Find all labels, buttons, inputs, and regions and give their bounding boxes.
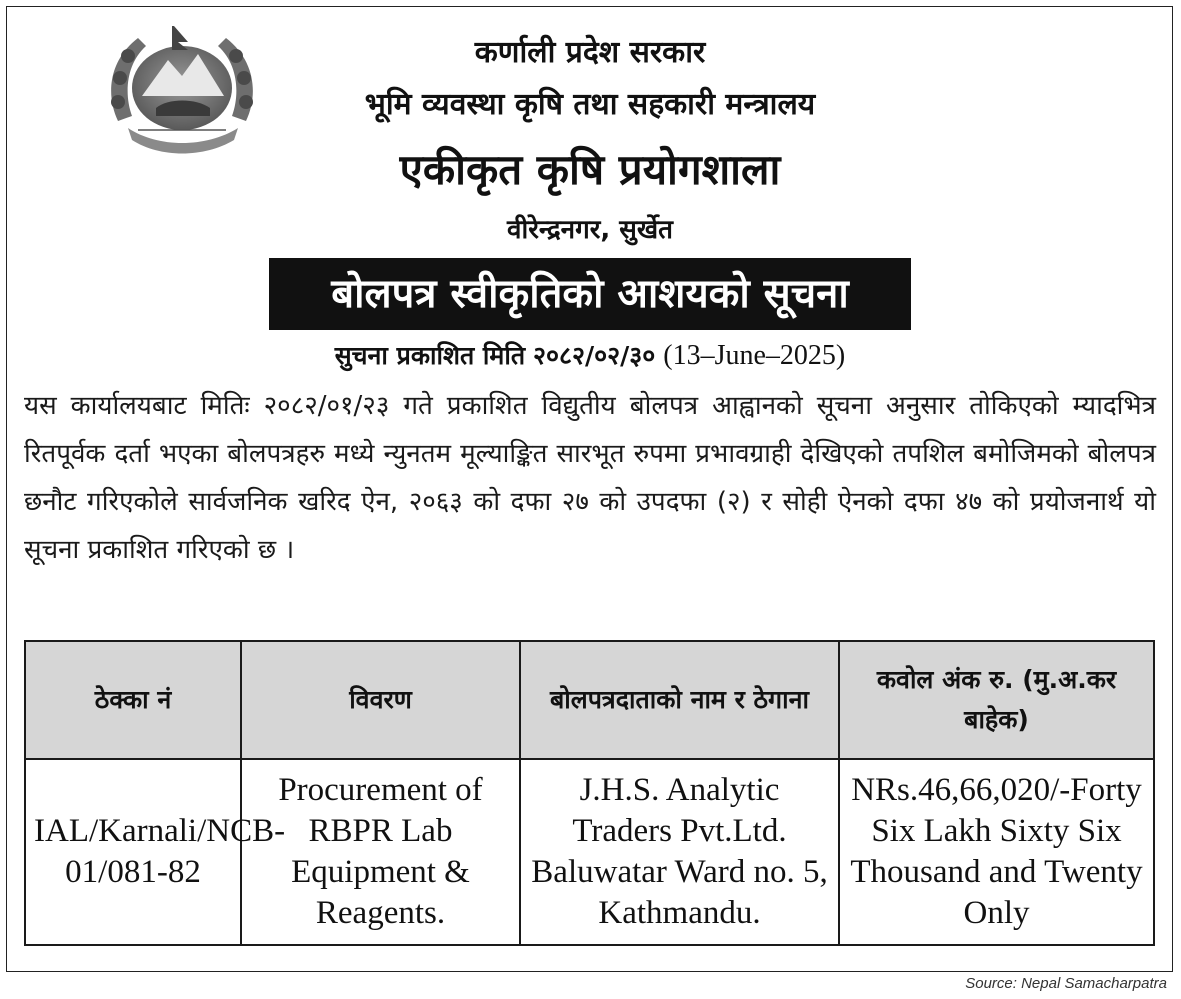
notice-title: बोलपत्र स्वीकृतिको आशयको सूचना bbox=[269, 258, 911, 330]
publish-date-np: २०८२/०२/३० bbox=[533, 341, 656, 370]
notice-body: यस कार्यालयबाट मितिः २०८२/०१/२३ गते प्रकाशित विद्युतीय बोलपत्र आह्वानको सूचना अनुसार तोकिएको म्यादभित्र रितपूर्वक दर्ता भएका बोलपत्रहरु मध्ये न्युनतम मूल्याङ्कित सारभूत रुपमा प्रभावग्राही देखिएको तपशिल बमोजिमको बोलपत्र छनौट गरिएकोले सार्वजनिक खरिद ऐन, २०६३ को दफा २७ को उपदफा (२) र सोही ऐनको दफा ४७ को प्रयोजनार्थ यो सूचना प्रकाशित गरिएको छ । bbox=[24, 391, 1156, 565]
province-government-title: कर्णाली प्रदेश सरकार bbox=[474, 35, 706, 70]
table-header-row bbox=[25, 641, 1154, 759]
cell-amount: NRs.46,66,020/-Forty Six Lakh Sixty Six Thousand and Twenty Only bbox=[839, 759, 1154, 945]
office-location: वीरेन्द्रनगर, सुर्खेत bbox=[507, 215, 673, 245]
publish-date-en: (13–June–2025) bbox=[663, 340, 846, 371]
cell-bidder: J.H.S. Analytic Traders Pvt.Ltd. Baluwatar Ward no. 5, Kathmandu. bbox=[520, 759, 839, 945]
source-credit: Source: Nepal Samacharpatra bbox=[965, 975, 1167, 992]
header-contract-no: ठेक्का नं bbox=[25, 641, 241, 759]
header-description: विवरण bbox=[241, 641, 520, 759]
bid-acceptance-table bbox=[24, 640, 1155, 946]
publish-date-label: सुचना प्रकाशित मिति bbox=[334, 341, 526, 370]
table-row bbox=[25, 759, 1154, 945]
office-title: एकीकृत कृषि प्रयोगशाला bbox=[399, 145, 781, 194]
header-bidder: बोलपत्रदाताको नाम र ठेगाना bbox=[520, 641, 839, 759]
header-amount: कवोल अंक रु. (मु.अ.कर बाहेक) bbox=[839, 641, 1154, 759]
cell-contract-no: IAL/Karnali/NCB-01/081-82 bbox=[25, 759, 241, 945]
ministry-title: भूमि व्यवस्था कृषि तथा सहकारी मन्त्रालय bbox=[364, 87, 816, 122]
cell-description: Procurement of RBPR Lab Equipment & Reagents. bbox=[241, 759, 520, 945]
publish-date-line bbox=[180, 338, 1000, 372]
